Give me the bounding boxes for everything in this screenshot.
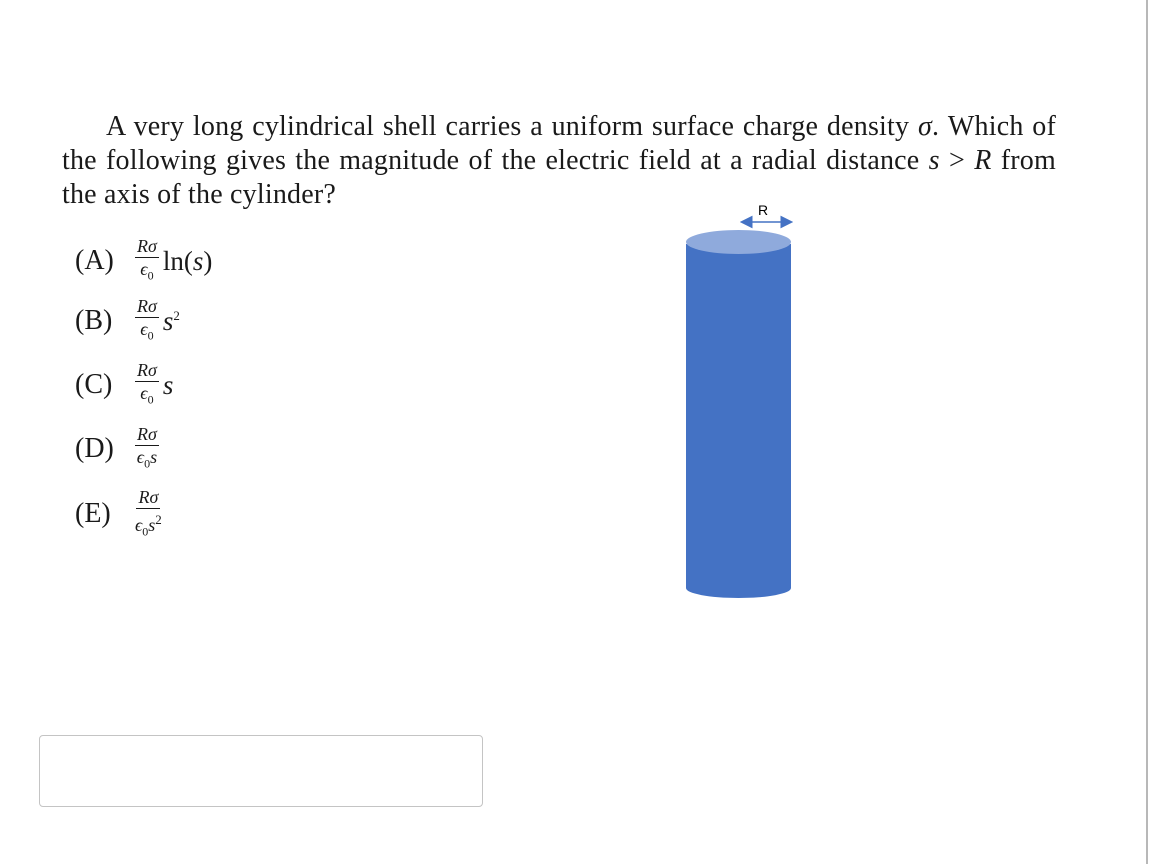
fraction-denominator: $\epsilon_0$ xyxy=(140,319,154,343)
fraction-numerator: Rσ xyxy=(138,486,159,507)
option-tail: $s^2$ xyxy=(162,305,180,336)
option-label: (D) xyxy=(75,433,114,464)
option-label: (C) xyxy=(75,369,113,400)
cylinder-figure xyxy=(676,196,806,606)
question-intro: A very long cylindrical shell carries a uniform surface charge density xyxy=(106,111,918,142)
fraction-numerator: Rσ xyxy=(137,424,157,445)
fraction xyxy=(135,296,159,346)
fraction-denominator: $\epsilon_0s$ xyxy=(136,447,158,471)
cylinder-top-cap xyxy=(686,230,791,254)
answer-input[interactable] xyxy=(39,735,483,807)
cylinder-body xyxy=(686,244,791,598)
radius-label: R xyxy=(757,202,769,218)
fraction xyxy=(135,487,162,542)
fraction xyxy=(135,236,159,286)
question-intro-end: . Which of the following gives the magnitude of the electric field at a radial distance xyxy=(62,111,1056,176)
fraction-numerator: Rσ xyxy=(137,296,157,317)
fraction xyxy=(135,424,159,474)
question-text xyxy=(62,110,1056,212)
fraction-denominator: $\epsilon_0s^2$ xyxy=(135,511,162,539)
fraction-numerator: Rσ xyxy=(137,360,157,381)
option-tail: s xyxy=(162,369,174,400)
fraction-numerator: Rσ xyxy=(137,236,157,257)
option-d[interactable] xyxy=(75,424,163,474)
sigma-symbol: σ xyxy=(917,111,932,142)
option-e[interactable] xyxy=(75,486,166,539)
question-outro: from the axis of the cylinder? xyxy=(62,145,1056,210)
option-b[interactable] xyxy=(75,296,180,346)
variable-s: s xyxy=(928,145,940,176)
option-label: (B) xyxy=(75,305,113,336)
option-tail: ln(s) xyxy=(162,245,213,276)
option-label: (E) xyxy=(75,498,111,529)
option-a[interactable] xyxy=(75,236,212,286)
greater-than: > xyxy=(939,145,975,176)
fraction-denominator: $\epsilon_0$ xyxy=(140,259,154,283)
option-label: (A) xyxy=(75,245,114,276)
cylinder-diagram xyxy=(676,196,806,606)
option-c[interactable] xyxy=(75,360,173,410)
fraction-denominator: $\epsilon_0$ xyxy=(140,383,154,407)
variable-r: R xyxy=(974,145,992,176)
page-right-border xyxy=(1146,0,1148,864)
fraction xyxy=(135,360,159,410)
